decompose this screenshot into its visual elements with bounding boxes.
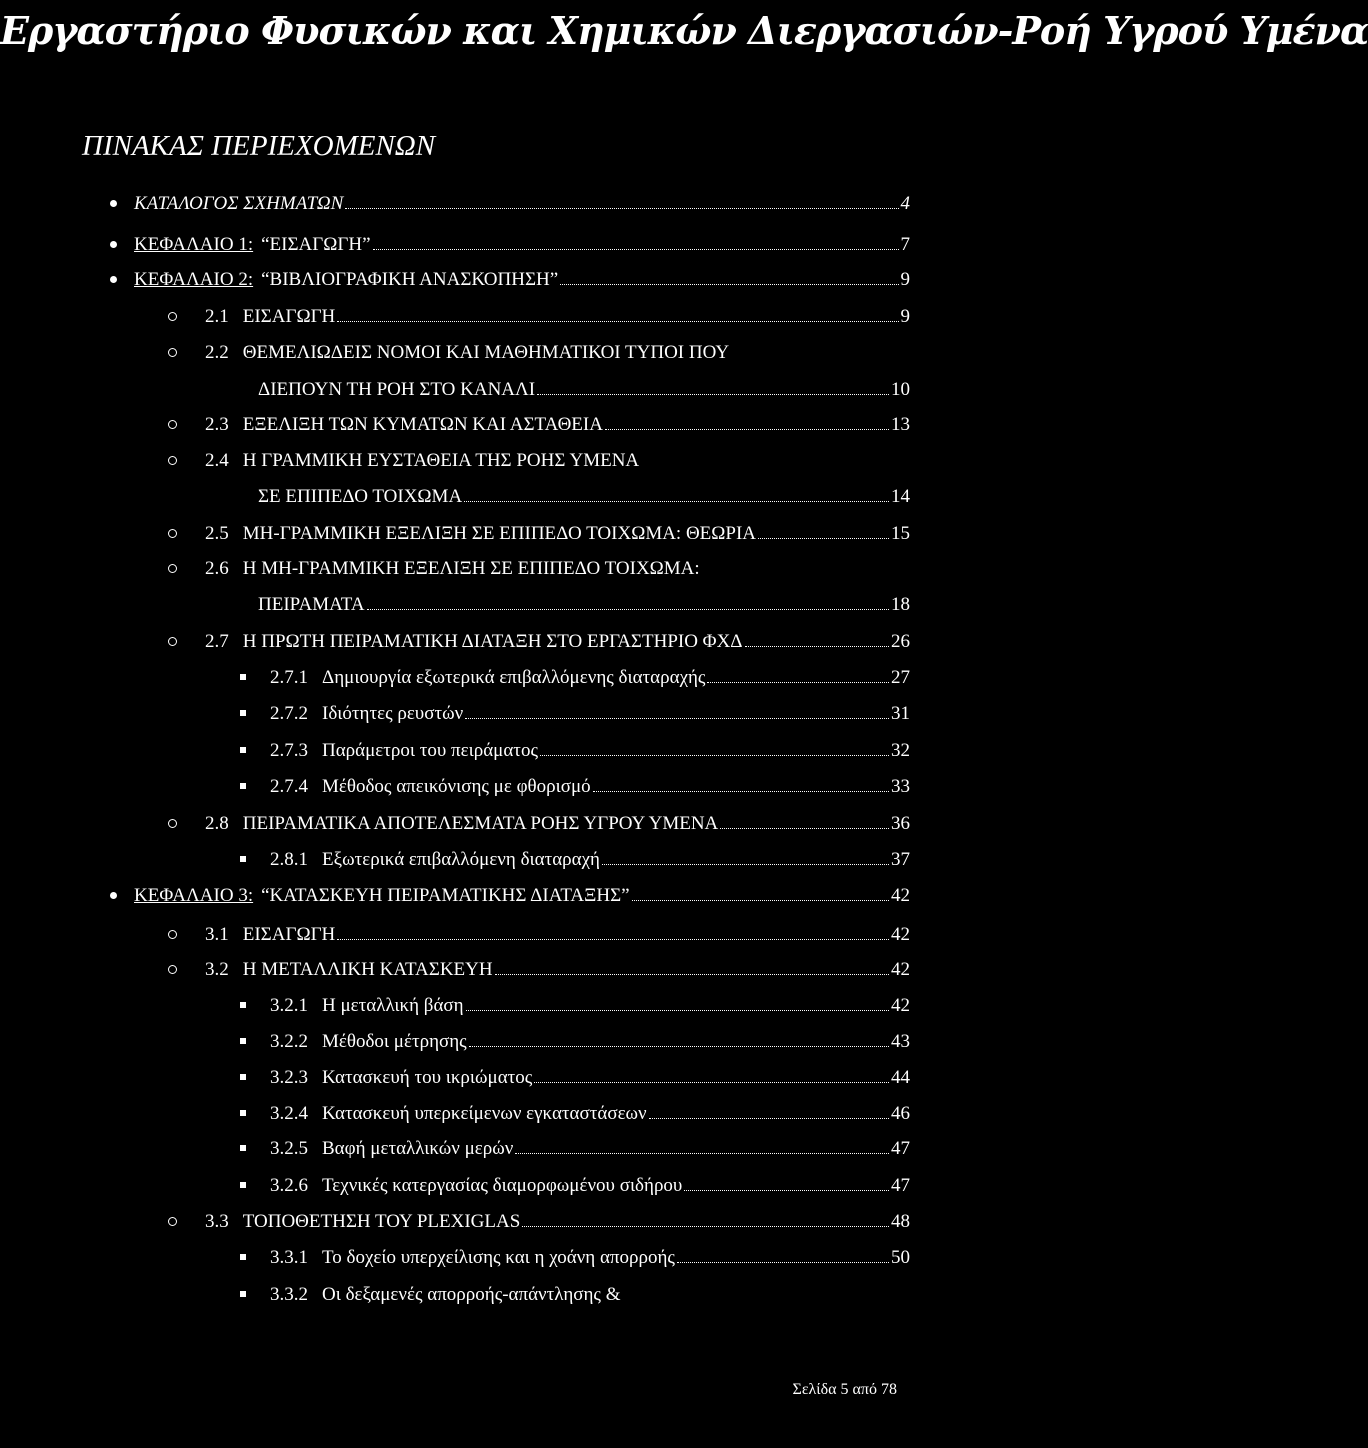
toc-entry-continuation xyxy=(0,482,1024,512)
toc-entry xyxy=(0,1027,1024,1057)
toc-chapter-prefix: ΚΕΦΑΛΑΙΟ 2: xyxy=(134,269,254,290)
toc-entry-page: 42 xyxy=(891,995,910,1016)
toc-entry-page: 26 xyxy=(891,631,910,652)
toc-entry-number: 3.2.6 xyxy=(270,1175,308,1196)
dot-leader xyxy=(677,1262,889,1263)
toc-entry xyxy=(0,338,1024,368)
toc-chapter-prefix: ΚΕΦΑΛΑΙΟ 3: xyxy=(134,885,254,906)
dot-leader xyxy=(540,755,889,756)
toc-entry-label: Ιδιότητες ρευστών xyxy=(322,703,464,724)
page-header-title: Εργαστήριο Φυσικών και Χημικών Διεργασιών-Ροή Υγρού Υμένα xyxy=(0,8,1368,53)
toc-entry xyxy=(0,845,1024,875)
toc-chapter-prefix: ΚΕΦΑΛΑΙΟ 1: xyxy=(134,234,254,255)
toc-entry-page: 9 xyxy=(900,306,910,327)
dot-leader xyxy=(367,609,889,610)
toc-entry-label: Η μεταλλική βάση xyxy=(322,995,464,1016)
dot-leader xyxy=(649,1118,889,1119)
toc-entry xyxy=(0,230,1024,260)
toc-entry-number: 3.3 xyxy=(205,1211,229,1232)
toc-entry-label: Κατασκευή του ικριώματος xyxy=(322,1067,533,1088)
dot-leader xyxy=(466,1010,889,1011)
dot-leader xyxy=(495,974,889,975)
toc-entry-label: “ΕΙΣΑΓΩΓΗ” xyxy=(261,234,371,255)
toc-entry-page: 37 xyxy=(891,849,910,870)
toc-entry-number: 2.8.1 xyxy=(270,849,308,870)
dot-leader xyxy=(602,864,889,865)
toc-entry-label: Η ΜΗ-ΓΡΑΜΜΙΚΗ ΕΞΕΛΙΞΗ ΣΕ ΕΠΙΠΕΔΟ ΤΟΙΧΩΜΑ: xyxy=(242,558,700,579)
toc-entry-number: 2.7.3 xyxy=(270,740,308,761)
toc-entry-label: ΜΗ-ΓΡΑΜΜΙΚΗ ΕΞΕΛΙΞΗ ΣΕ ΕΠΙΠΕΔΟ ΤΟΙΧΩΜΑ: ΘΕΩΡΙΑ xyxy=(242,523,757,544)
dot-leader xyxy=(593,791,889,792)
toc-entry-number: 3.2 xyxy=(205,959,229,980)
toc-entry-label: Η ΠΡΩΤΗ ΠΕΙΡΑΜΑΤΙΚΗ ΔΙΑΤΑΞΗ ΣΤΟ ΕΡΓΑΣΤΗΡΙΟ ΦΧΔ xyxy=(242,631,743,652)
dot-leader xyxy=(515,1153,889,1154)
toc-entry xyxy=(0,627,1024,657)
toc-entry xyxy=(0,1063,1024,1093)
toc-entry xyxy=(0,554,1024,584)
toc-entry xyxy=(0,519,1024,549)
toc-entry-number: 2.7.4 xyxy=(270,776,308,797)
dot-leader xyxy=(373,249,899,250)
toc-entry-label: Το δοχείο υπερχείλισης και η χοάνη απορροής xyxy=(322,1247,675,1268)
toc-entry-page: 18 xyxy=(891,594,910,615)
toc-entry xyxy=(0,1134,1024,1164)
toc-entry-number: 2.5 xyxy=(205,523,229,544)
toc-entry xyxy=(0,1099,1024,1129)
toc-entry-page: 42 xyxy=(891,924,910,945)
toc-entry-label: Η ΓΡΑΜΜΙΚΗ ΕΥΣΤΑΘΕΙΑ ΤΗΣ ΡΟΗΣ ΥΜΕΝΑ xyxy=(242,450,640,471)
toc-entry xyxy=(0,265,1024,295)
toc-entry-page: 10 xyxy=(891,379,910,400)
toc-entry-number: 3.3.1 xyxy=(270,1247,308,1268)
toc-entry-page: 7 xyxy=(900,234,910,255)
toc-entry-page: 44 xyxy=(891,1067,910,1088)
toc-entry-continuation xyxy=(0,590,1024,620)
toc-entry-label: ΤΟΠΟΘΕΤΗΣΗ ΤΟΥ PLEXIGLAS xyxy=(242,1211,521,1232)
toc-entry-page: 43 xyxy=(891,1031,910,1052)
toc-entry-label: Παράμετροι του πειράματος xyxy=(322,740,538,761)
toc-entry xyxy=(0,920,1024,950)
toc-entry xyxy=(0,189,1024,219)
toc-heading: ΠΙΝΑΚΑΣ ΠΕΡΙΕΧΟΜΕΝΩΝ xyxy=(82,130,436,162)
toc-entry xyxy=(0,302,1024,332)
dot-leader xyxy=(605,429,889,430)
toc-entry-label: Δημιουργία εξωτερικά επιβαλλόμενης διαταραχής xyxy=(322,667,706,688)
toc-entry xyxy=(0,1243,1024,1273)
toc-entry xyxy=(0,881,1024,911)
dot-leader xyxy=(758,538,889,539)
toc-entry xyxy=(0,991,1024,1021)
toc-entry-page: 50 xyxy=(891,1247,910,1268)
toc-entry-number: 2.7.2 xyxy=(270,703,308,724)
toc-entry-label: ΕΙΣΑΓΩΓΗ xyxy=(242,306,336,327)
toc-entry xyxy=(0,1280,1024,1310)
dot-leader xyxy=(560,284,898,285)
toc-entry xyxy=(0,772,1024,802)
toc-entry-page: 13 xyxy=(891,414,910,435)
page-footer: Σελίδα 5 από 78 xyxy=(792,1381,897,1398)
dot-leader xyxy=(345,208,898,209)
toc-entry-label: ΘΕΜΕΛΙΩΔΕΙΣ ΝΟΜΟΙ ΚΑΙ ΜΑΘΗΜΑΤΙΚΟΙ ΤΥΠΟΙ ΠΟΥ xyxy=(242,342,730,363)
dot-leader xyxy=(745,646,889,647)
toc-entry-page: 33 xyxy=(891,776,910,797)
toc-entry-number: 2.1 xyxy=(205,306,229,327)
toc-entry-label: ΣΕ ΕΠΙΠΕΔΟ ΤΟΙΧΩΜΑ xyxy=(258,486,463,507)
dot-leader xyxy=(464,501,889,502)
dot-leader xyxy=(465,718,889,719)
toc-entry-label: ΕΙΣΑΓΩΓΗ xyxy=(242,924,336,945)
toc-entry-page: 42 xyxy=(891,885,910,906)
toc-entry-number: 2.7.1 xyxy=(270,667,308,688)
toc-entry-page: 15 xyxy=(891,523,910,544)
dot-leader xyxy=(537,394,889,395)
toc-entry-label: Τεχνικές κατεργασίας διαμορφωμένου σιδήρου xyxy=(322,1175,683,1196)
toc-entry-label: Οι δεξαμενές απορροής-απάντλησης & xyxy=(322,1284,621,1305)
toc-entry-label: Η ΜΕΤΑΛΛΙΚΗ ΚΑΤΑΣΚΕΥΗ xyxy=(242,959,493,980)
toc-entry-page: 9 xyxy=(900,269,910,290)
dot-leader xyxy=(632,900,889,901)
dot-leader xyxy=(707,682,889,683)
toc-entry-continuation xyxy=(0,375,1024,405)
toc-entry-page: 48 xyxy=(891,1211,910,1232)
toc-entry-number: 2.7 xyxy=(205,631,229,652)
toc-entry-label: Εξωτερικά επιβαλλόμενη διαταραχή xyxy=(322,849,600,870)
toc-entry-label: ΠΕΙΡΑΜΑΤΙΚΑ ΑΠΟΤΕΛΕΣΜΑΤΑ ΡΟΗΣ ΥΓΡΟΥ ΥΜΕΝΑ xyxy=(242,813,719,834)
toc-entry xyxy=(0,1207,1024,1237)
toc-entry-page: 14 xyxy=(891,486,910,507)
toc-entry xyxy=(0,446,1024,476)
toc-entry-number: 2.4 xyxy=(205,450,229,471)
toc-entry-label: “ΚΑΤΑΣΚΕΥΗ ΠΕΙΡΑΜΑΤΙΚΗΣ ΔΙΑΤΑΞΗΣ” xyxy=(261,885,630,906)
dot-leader xyxy=(684,1190,889,1191)
toc-entry-number: 3.2.2 xyxy=(270,1031,308,1052)
toc-entry-number: 3.2.3 xyxy=(270,1067,308,1088)
dot-leader xyxy=(720,828,889,829)
toc-entry-label: Μέθοδος απεικόνισης με φθορισμό xyxy=(322,776,591,797)
toc-entry xyxy=(0,809,1024,839)
toc-entry-label: ΔΙΕΠΟΥΝ ΤΗ ΡΟΗ ΣΤΟ ΚΑΝΑΛΙ xyxy=(258,379,536,400)
toc-entry-page: 47 xyxy=(891,1138,910,1159)
toc-entry-page: 46 xyxy=(891,1103,910,1124)
dot-leader xyxy=(337,939,889,940)
toc-entry-number: 2.8 xyxy=(205,813,229,834)
toc-entry-label: Βαφή μεταλλικών μερών xyxy=(322,1138,514,1159)
toc-entry-number: 2.6 xyxy=(205,558,229,579)
toc-entry-number: 2.2 xyxy=(205,342,229,363)
toc-entry-page: 27 xyxy=(891,667,910,688)
toc-entry xyxy=(0,955,1024,985)
toc-entry xyxy=(0,736,1024,766)
toc-entry xyxy=(0,410,1024,440)
toc-entry-page: 31 xyxy=(891,703,910,724)
toc-entry-number: 3.2.1 xyxy=(270,995,308,1016)
toc-entry-number: 2.3 xyxy=(205,414,229,435)
toc-entry xyxy=(0,1171,1024,1201)
toc-entry-number: 3.1 xyxy=(205,924,229,945)
toc-entry-label: Κατασκευή υπερκείμενων εγκαταστάσεων xyxy=(322,1103,647,1124)
toc-entry-label: ΕΞΕΛΙΞΗ ΤΩΝ ΚΥΜΑΤΩΝ ΚΑΙ ΑΣΤΑΘΕΙΑ xyxy=(242,414,603,435)
toc-entry-page: 42 xyxy=(891,959,910,980)
toc-entry-label: ΚΑΤΑΛΟΓΟΣ ΣΧΗΜΑΤΩΝ xyxy=(134,193,344,214)
toc-entry-label: Μέθοδοι μέτρησης xyxy=(322,1031,467,1052)
toc-entry-number: 3.2.4 xyxy=(270,1103,308,1124)
toc-entry xyxy=(0,663,1024,693)
dot-leader xyxy=(337,321,898,322)
toc-entry-page: 32 xyxy=(891,740,910,761)
dot-leader xyxy=(534,1082,889,1083)
toc-entry-page: 36 xyxy=(891,813,910,834)
toc-entry-number: 3.3.2 xyxy=(270,1284,308,1305)
toc-entry xyxy=(0,699,1024,729)
toc-entry-label: ΠΕΙΡΑΜΑΤΑ xyxy=(258,594,365,615)
toc-entry-page: 4 xyxy=(900,193,910,214)
dot-leader xyxy=(469,1046,889,1047)
toc-entry-page: 47 xyxy=(891,1175,910,1196)
toc-entry-number: 3.2.5 xyxy=(270,1138,308,1159)
toc-entry-label: “ΒΙΒΛΙΟΓΡΑΦΙΚΗ ΑΝΑΣΚΟΠΗΣΗ” xyxy=(261,269,559,290)
dot-leader xyxy=(522,1226,889,1227)
